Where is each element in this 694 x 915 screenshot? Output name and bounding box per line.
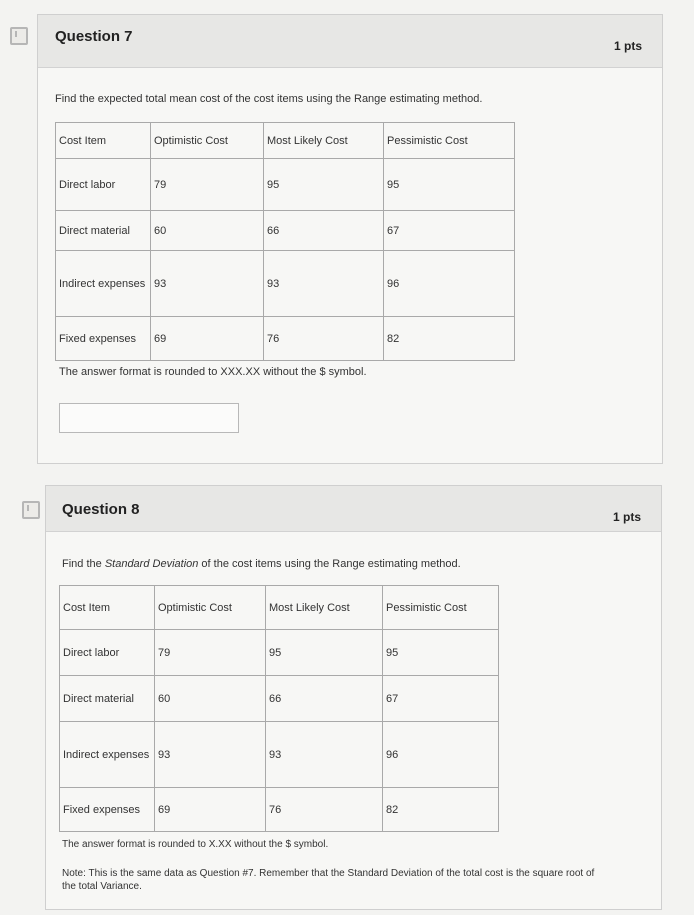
prompt-text-end: of the cost items using the Range estimating method. [198, 558, 461, 570]
question-7-points: 1 pts [613, 39, 642, 53]
cell-most-likely: 66 [264, 211, 384, 251]
cell-pessimistic: 95 [384, 159, 515, 211]
question-8-header [46, 486, 661, 532]
cell-pessimistic: 82 [383, 788, 499, 832]
cell-optimistic: 69 [155, 788, 266, 832]
table-header-row [56, 123, 515, 159]
question-8-title: Question 8 [62, 501, 140, 518]
table-header-row [60, 586, 499, 630]
cell-optimistic: 93 [151, 251, 264, 317]
table-row [60, 676, 499, 722]
cell-pessimistic: 67 [383, 676, 499, 722]
cell-cost-item: Indirect expenses [56, 251, 151, 317]
cell-pessimistic: 82 [384, 317, 515, 361]
cell-pessimistic: 67 [384, 211, 515, 251]
cell-optimistic: 60 [151, 211, 264, 251]
table-row [56, 159, 515, 211]
cell-cost-item: Direct labor [60, 630, 155, 676]
question-8-points: 1 pts [612, 510, 641, 524]
question-7-card [37, 14, 663, 464]
question-7-title: Question 7 [55, 28, 133, 45]
header-cost-item: Cost Item [60, 586, 155, 630]
question-7-answer-input[interactable] [59, 403, 239, 433]
cell-cost-item: Indirect expenses [60, 722, 155, 788]
question-8-answer-format: The answer format is rounded to X.XX without the $ symbol. [62, 839, 329, 850]
cell-most-likely: 76 [266, 788, 383, 832]
cell-most-likely: 93 [264, 251, 384, 317]
header-most-likely-cost: Most Likely Cost [264, 123, 384, 159]
cell-most-likely: 66 [266, 676, 383, 722]
question-7-prompt: Find the expected total mean cost of the cost items using the Range estimating method. [55, 93, 483, 105]
header-optimistic-cost: Optimistic Cost [155, 586, 266, 630]
table-row [56, 251, 515, 317]
table-row [60, 630, 499, 676]
header-cost-item: Cost Item [56, 123, 151, 159]
cell-optimistic: 93 [155, 722, 266, 788]
header-optimistic-cost: Optimistic Cost [151, 123, 264, 159]
cell-cost-item: Direct material [60, 676, 155, 722]
cell-cost-item: Fixed expenses [60, 788, 155, 832]
header-pessimistic-cost: Pessimistic Cost [384, 123, 515, 159]
cell-pessimistic: 96 [384, 251, 515, 317]
question-8-prompt [62, 558, 461, 570]
cell-most-likely: 93 [266, 722, 383, 788]
cell-most-likely: 95 [266, 630, 383, 676]
cell-pessimistic: 96 [383, 722, 499, 788]
question-8-cost-table [59, 585, 499, 832]
bookmark-flag-icon-q8[interactable] [22, 501, 40, 519]
cell-pessimistic: 95 [383, 630, 499, 676]
bookmark-flag-icon-q7[interactable] [10, 27, 28, 45]
question-7-cost-table [55, 122, 515, 361]
question-7-header [38, 15, 662, 68]
question-7-answer-format: The answer format is rounded to XXX.XX without the $ symbol. [59, 366, 367, 378]
cell-most-likely: 95 [264, 159, 384, 211]
cell-optimistic: 79 [155, 630, 266, 676]
header-most-likely-cost: Most Likely Cost [266, 586, 383, 630]
cell-most-likely: 76 [264, 317, 384, 361]
prompt-emphasis: Standard Deviation [104, 558, 199, 570]
table-row [56, 211, 515, 251]
question-8-card [45, 485, 662, 910]
table-row [60, 722, 499, 788]
cell-cost-item: Direct labor [56, 159, 151, 211]
prompt-text-start: Find the [62, 558, 105, 570]
cell-optimistic: 79 [151, 159, 264, 211]
cell-cost-item: Fixed expenses [56, 317, 151, 361]
question-8-note: Note: This is the same data as Question #7. Remember that the Standard Deviation of the total cost is the square root of the total Variance. [62, 868, 595, 892]
table-row [56, 317, 515, 361]
cell-optimistic: 60 [155, 676, 266, 722]
header-pessimistic-cost: Pessimistic Cost [383, 586, 499, 630]
cell-cost-item: Direct material [56, 211, 151, 251]
table-row [60, 788, 499, 832]
cell-optimistic: 69 [151, 317, 264, 361]
